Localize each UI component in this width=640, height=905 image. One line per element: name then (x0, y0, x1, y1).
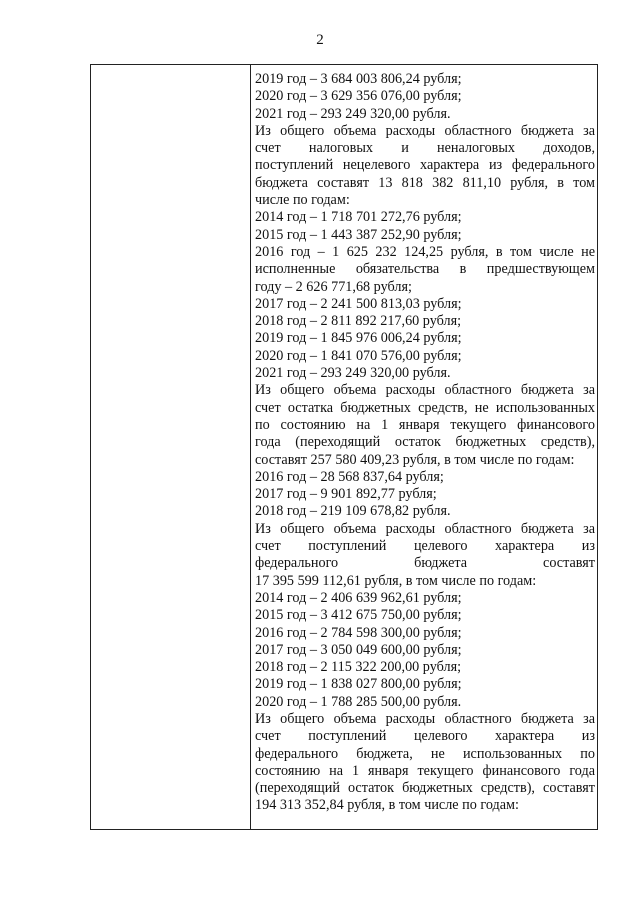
text-line: 2016 год – 1 625 232 124,25 рубля, в том числе не (255, 243, 595, 260)
text-line: 2021 год – 293 249 320,00 рубля. (255, 365, 451, 382)
text-line: 2019 год – 1 845 976 006,24 рубля; (255, 330, 462, 347)
text-line: года (переходящий остаток бюджетных средств), (255, 434, 595, 451)
text-line: 2014 год – 2 406 639 962,61 рубля; (255, 589, 462, 606)
text-line: 194 313 352,84 рубля, в том числе по годам: (255, 797, 519, 814)
text-line: 17 395 599 112,61 рубля, в том числе по годам: (255, 572, 537, 589)
text-line: федерального бюджета составят (255, 555, 595, 572)
text-line: счет налоговых и неналоговых доходов, (255, 140, 595, 157)
text-line: счет поступлений целевого характера из (255, 728, 595, 745)
text-line: Из общего объема расходы областного бюджета за (255, 710, 595, 727)
table-cell-right (255, 71, 595, 815)
text-line: исполненные обязательства в предшествующем (255, 261, 595, 278)
text-line: 2017 год – 9 901 892,77 рубля; (255, 486, 437, 503)
column-divider (250, 65, 251, 829)
text-line: 2016 год – 28 568 837,64 рубля; (255, 468, 444, 485)
text-line: 2018 год – 2 115 322 200,00 рубля; (255, 659, 462, 676)
text-line: 2017 год – 3 050 049 600,00 рубля; (255, 641, 462, 658)
text-line: 2015 год – 1 443 387 252,90 рубля; (255, 226, 462, 243)
text-line: 2015 год – 3 412 675 750,00 рубля; (255, 607, 462, 624)
text-line: 2020 год – 1 788 285 500,00 рубля. (255, 693, 462, 710)
text-line: 2019 год – 1 838 027 800,00 рубля; (255, 676, 462, 693)
text-line: 2014 год – 1 718 701 272,76 рубля; (255, 209, 462, 226)
text-line: году – 2 626 771,68 рубля; (255, 278, 412, 295)
text-line: (переходящий остаток бюджетных средств), составят (255, 780, 595, 797)
text-line: 2018 год – 219 109 678,82 рубля. (255, 503, 451, 520)
text-line: Из общего объема расходы областного бюджета за (255, 520, 595, 537)
text-line: 2017 год – 2 241 500 813,03 рубля; (255, 295, 462, 312)
text-line: счет поступлений целевого характера из (255, 538, 595, 555)
text-line: Из общего объема расходы областного бюджета за (255, 122, 595, 139)
page-number: 2 (316, 32, 324, 48)
text-line: состоянию на 1 января текущего финансового года (255, 762, 595, 779)
text-line: числе по годам: (255, 192, 350, 209)
text-line: бюджета составят 13 818 382 811,10 рубля, в том (255, 174, 595, 191)
text-line: поступлений нецелевого характера из федерального (255, 157, 595, 174)
text-line: 2020 год – 1 841 070 576,00 рубля; (255, 347, 462, 364)
text-line: 2020 год – 3 629 356 076,00 рубля; (255, 88, 462, 105)
text-line: 2019 год – 3 684 003 806,24 рубля; (255, 71, 462, 87)
text-line: федерального бюджета, не использованных по (255, 745, 595, 762)
table-cell-left (91, 65, 250, 829)
text-line: по состоянию на 1 января текущего финансового (255, 416, 595, 433)
document-table (90, 64, 598, 830)
text-line: Из общего объема расходы областного бюджета за (255, 382, 595, 399)
text-line: счет остатка бюджетных средств, не использованных (255, 399, 595, 416)
text-line: 2021 год – 293 249 320,00 рубля. (255, 105, 451, 122)
text-line: 2016 год – 2 784 598 300,00 рубля; (255, 624, 462, 641)
text-line: составят 257 580 409,23 рубля, в том числе по годам: (255, 451, 575, 468)
text-line: 2018 год – 2 811 892 217,60 рубля; (255, 313, 462, 330)
